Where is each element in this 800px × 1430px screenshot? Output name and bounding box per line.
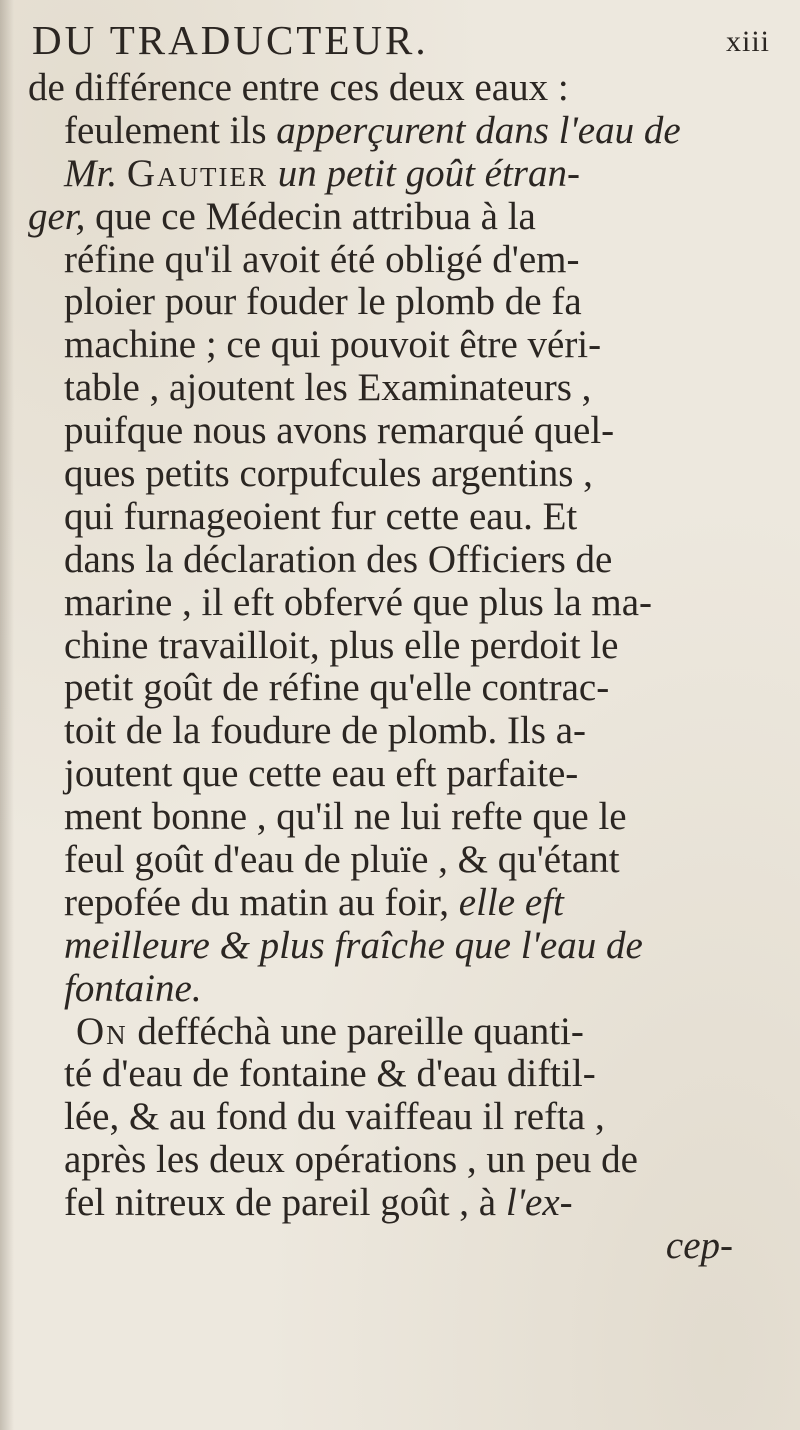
text-run: joutent que cette eau eft parfaite- [64, 753, 579, 796]
running-title: DU TRADUCTEUR. [32, 17, 429, 63]
page-header [0, 12, 800, 64]
text-run: machine ; ce qui pouvoit être véri- [64, 324, 602, 367]
text-run: defféchà une pareille quanti- [137, 1010, 584, 1053]
text-line [28, 667, 793, 710]
text-line [28, 1182, 793, 1225]
text-line [28, 539, 793, 582]
text-line [28, 1011, 793, 1054]
text-run: petit goût de réfine qu'elle contrac- [64, 667, 610, 710]
text-line [28, 110, 793, 153]
text-line [28, 153, 793, 196]
italic-run: apperçurent dans l'eau de [276, 109, 681, 152]
italic-run: Mr. [64, 152, 118, 195]
italic-run: meilleure & plus fraîche que l'eau de [64, 924, 643, 967]
text-run: table , ajoutent les Examinateurs , [64, 367, 592, 410]
text-run: après les deux opérations , un peu de [64, 1139, 638, 1182]
text-line [28, 196, 793, 239]
text-run: qui furnageoient fur cette eau. Et [64, 495, 578, 538]
text-line [28, 968, 793, 1011]
text-run: ment bonne , qu'il ne lui refte que le [64, 796, 627, 839]
text-run: fel nitreux de pareil goût , à [64, 1182, 497, 1225]
text-line [28, 410, 793, 453]
catchword [28, 1225, 793, 1268]
text-line [28, 324, 793, 367]
text-run: réfine qu'il avoit été obligé d'em- [64, 238, 580, 281]
text-line [28, 67, 793, 110]
text-run: repofée du matin au foir, [64, 881, 450, 924]
text-run: de différence entre ces deux eaux : [28, 67, 569, 109]
text-line [28, 625, 793, 668]
italic-run: un petit goût étran- [277, 152, 580, 195]
text-run: puifque nous avons remarqué quel- [64, 410, 615, 453]
person-name: Gautier [126, 152, 268, 195]
text-run: toit de la foudure de plomb. Ils a- [64, 710, 587, 753]
body-text [28, 67, 793, 1268]
text-line [28, 925, 793, 968]
text-line [28, 1053, 793, 1096]
text-line [28, 753, 793, 796]
italic-run: fontaine. [64, 967, 202, 1010]
text-run: feul goût d'eau de pluïe , & qu'étant [64, 839, 620, 882]
text-line [28, 1096, 793, 1139]
text-line [28, 367, 793, 410]
text-run: que ce Médecin attribua à la [95, 195, 536, 238]
text-line [28, 281, 793, 324]
page-number: xiii [725, 25, 770, 58]
text-run: lée, & au fond du vaiffeau il refta , [64, 1096, 605, 1139]
text-run: dans la déclaration des Officiers de [64, 538, 613, 581]
text-run: té d'eau de fontaine & d'eau diftil- [64, 1053, 596, 1096]
text-run: chine travailloit, plus elle perdoit le [64, 624, 619, 667]
text-line [28, 582, 793, 625]
text-line [28, 839, 793, 882]
italic-run: ger, [28, 195, 86, 238]
paragraph-initial: On [76, 1010, 128, 1053]
text-run: feulement ils [64, 109, 267, 152]
text-run: ploier pour fouder le plomb de fa [64, 281, 582, 324]
text-line [28, 453, 793, 496]
page-gutter-shadow [0, 0, 14, 1430]
italic-run: elle eft [458, 881, 564, 924]
catchword-text: cep- [665, 1225, 733, 1268]
text-line [28, 239, 793, 282]
text-line [28, 882, 793, 925]
text-run: marine , il eft obfervé que plus la ma- [64, 581, 653, 624]
text-line [28, 796, 793, 839]
text-line [28, 496, 793, 539]
text-line [28, 710, 793, 753]
italic-run: l'ex- [505, 1182, 573, 1225]
text-run: ques petits corpufcules argentins , [64, 453, 593, 496]
text-line [28, 1139, 793, 1182]
